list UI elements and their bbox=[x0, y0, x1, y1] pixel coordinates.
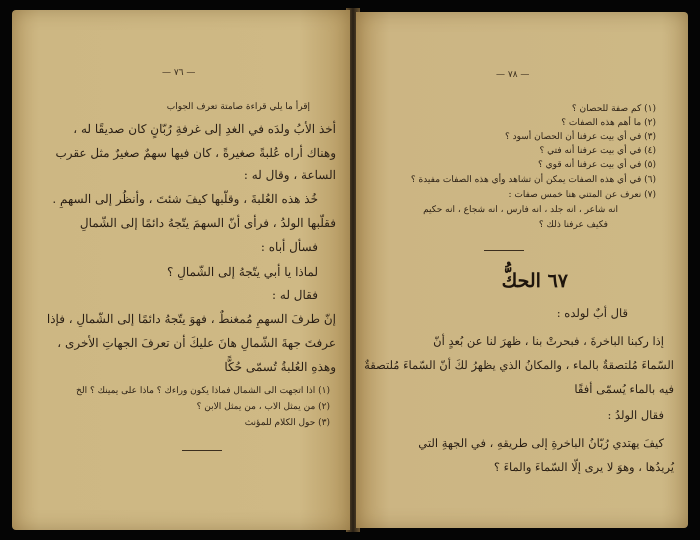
text-line: فسأل أباه : bbox=[260, 240, 318, 254]
text-line: إذا ركبنا الباخرةَ ، فبحرتْ بنا ، ظهرَ لنا عن بُعدٍ أنّ bbox=[433, 334, 664, 348]
text-line: فقال الولدُ : bbox=[607, 408, 664, 422]
question-item: (٦) في أي هذه الصفات يمكن أن تشاهد وأي هذه الصفات مفيدة ؟ bbox=[410, 175, 656, 185]
text-line: وهناك أراه عُلبةً صغيرةً ، كان فيها سهمٌ صغيرٌ مثل عقرب bbox=[55, 146, 336, 160]
section-divider bbox=[484, 250, 524, 251]
question-item: (٢) من يمثل الاب ، من يمثل الابن ؟ bbox=[196, 402, 330, 412]
text-line: كيفَ يهتدي رُبّانُ الباخرةِ إلى طريقهِ ، في الجهةِ التي bbox=[418, 436, 664, 450]
lesson-title: ٦٧ الحكُّ bbox=[501, 270, 568, 292]
page-number: — ٧٦ — bbox=[162, 68, 196, 78]
text-line: يُريدُها ، وهوَ لا يرى إلّا السّماءَ والماءَ ؟ bbox=[493, 460, 674, 474]
page-number: — ٧٨ — bbox=[496, 70, 530, 80]
question-item: فكيف عرفنا ذلك ؟ bbox=[538, 220, 608, 230]
question-item: (٣) حول الكلام للمؤنث bbox=[244, 418, 330, 428]
text-line: خُذ هذه العُلبةَ ، وقلّبها كيفَ شئتَ ، وأنظُر إلى السهمِ . bbox=[52, 192, 318, 206]
question-item: انه شاعر ، انه جلد ، انه فارس ، انه شجاع ، انه حكيم bbox=[423, 205, 618, 215]
text-line: قال أبٌ لولده : bbox=[556, 306, 628, 320]
text-line: فقلّبها الولدُ ، فرأى أنّ السهمَ يتّجهُ دائمًا إلى الشّمالِ bbox=[79, 216, 336, 230]
text-line: الساعة ، وقال له : bbox=[243, 168, 336, 182]
text-line: وهذهِ العُلبةُ تُسمّى حُكًّا bbox=[224, 360, 336, 374]
section-divider bbox=[182, 450, 222, 451]
text-line: عرفتَ جهةَ الشّمالِ هانَ عليكَ أن تعرفَ الجهاتِ الأخرى ، bbox=[57, 336, 336, 350]
question-item: (٤) في أي بيت عرفنا أنه فتي ؟ bbox=[539, 146, 656, 156]
question-item: (٣) في أي بيت عرفنا أن الحصان أسود ؟ bbox=[504, 132, 656, 142]
question-item: (١) كم صفة للحصان ؟ bbox=[571, 104, 656, 114]
text-line: السّماءَ مُلتصقةٌ بالماء ، والمكانُ الذي يظهرُ لكَ أنّ السّماءَ مُلتصقةٌ bbox=[364, 358, 674, 372]
text-line: أخذ الأبُ ولدَه في الغدِ إلى غرفةِ رُبّانٍ كان صديقًا له ، bbox=[73, 122, 336, 136]
right-page bbox=[356, 12, 688, 528]
text-line: إنّ طرفَ السهمِ مُمغنطٌ ، فهوَ يتّجهُ دائمًا إلى الشّمالِ ، فإذا bbox=[46, 312, 336, 326]
question-item: (١) اذا اتجهت الى الشمال فماذا يكون وراءك ؟ ماذا على يمينك ؟ الخ bbox=[76, 386, 330, 396]
left-page bbox=[12, 10, 350, 530]
question-item: (٧) نعرف عن المتني هنا خمس صفات : bbox=[508, 190, 656, 200]
text-line: لماذا يا أبي يتّجهُ إلى الشّمالِ ؟ bbox=[167, 265, 318, 279]
question-item: (٥) في أي بيت عرفنا أنه قوي ؟ bbox=[537, 160, 656, 170]
question-item: (٢) ما أهم هذه الصفات ؟ bbox=[561, 118, 656, 128]
reading-instruction: إقرأ ما يلي قراءة صامتة تعرف الجواب bbox=[166, 102, 310, 112]
text-line: فيه بالماء يُسمّى أفقًا bbox=[574, 382, 674, 396]
text-line: فقال له : bbox=[272, 288, 318, 302]
